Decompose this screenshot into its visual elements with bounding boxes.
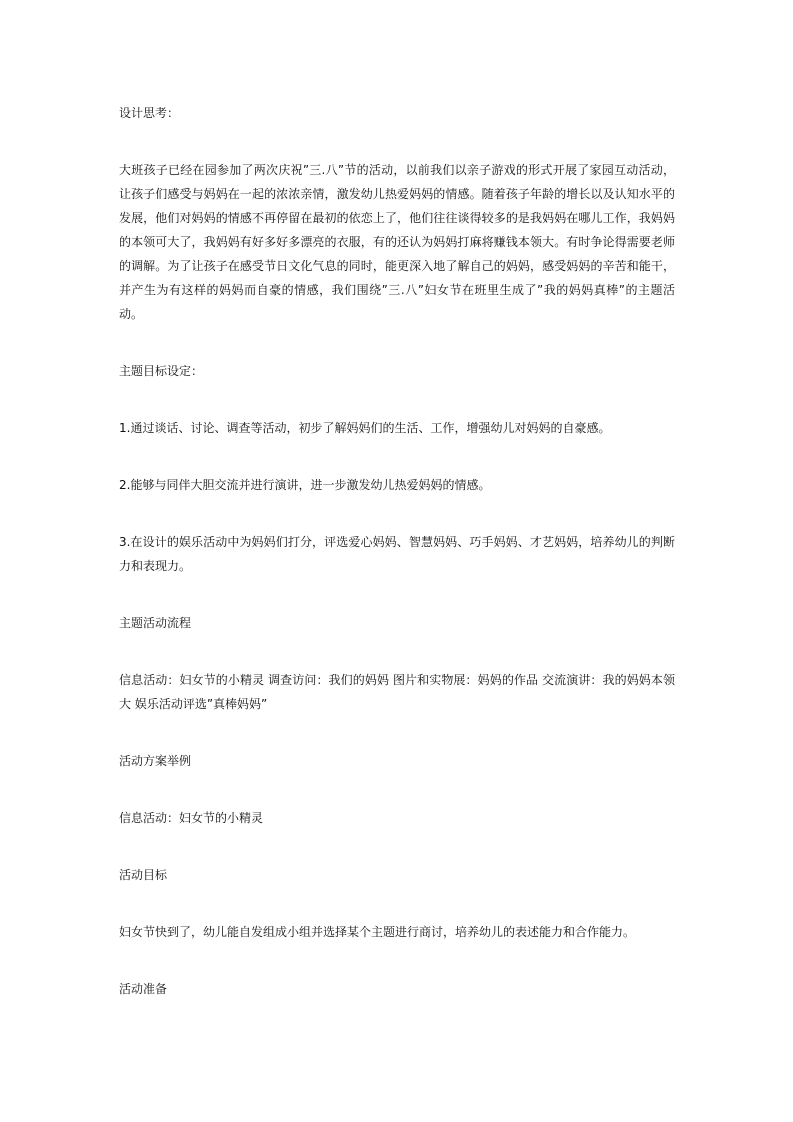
example-activity-title: 信息活动：妇女节的小精灵 — [119, 811, 264, 825]
activity-goals-paragraph: 妇女节快到了，幼儿能自发组成小组并选择某个主题进行商讨，培养幼儿的表述能力和合作能力。 — [119, 925, 636, 939]
section-heading-activity-goals: 活动目标 — [119, 868, 168, 882]
goal-item-3: 3.在设计的娱乐活动中为妈妈们打分，评选爱心妈妈、智慧妈妈、巧手妈妈、才艺妈妈，培养幼儿的判断力和表现力。 — [119, 535, 675, 573]
section-heading-plan-example: 活动方案举例 — [119, 754, 192, 768]
goal-item-2: 2.能够与同伴大胆交流并进行演讲，进一步激发幼儿热爱妈妈的情感。 — [119, 478, 491, 492]
goal-item-1: 1.通过谈话、讨论、调查等活动，初步了解妈妈们的生活、工作，增强幼儿对妈妈的自豪感。 — [119, 421, 611, 435]
section-heading-design-thinking: 设计思考： — [119, 106, 180, 120]
section-heading-activity-preparation: 活动准备 — [119, 982, 168, 996]
design-thinking-paragraph: 大班孩子已经在园参加了两次庆祝”三.八”节的活动，以前我们以亲子游戏的形式开展了家园互动活动，让孩子们感受与妈妈在一起的浓浓亲情，激发幼儿热爱妈妈的情感。随着孩子年龄的增长以及认知水平的发展，他们对妈妈的情感不再停留在最初的依恋上了，他们往往谈得较多的是我妈妈在哪儿工作，我妈妈的本领可大了，我妈妈有好多好多漂亮的衣服，有的还认为妈妈打麻将赚钱本领大。有时争论得需要老师的调解。为了让孩子在感受节日文化气息的同时，能更深入地了解自己的妈妈，感受妈妈的辛苦和能干，并产生为有这样的妈妈而自豪的情感，我们围绕”三.八”妇女节在班里生成了”我的妈妈真棒”的主题活动。 — [119, 163, 675, 321]
document-body — [119, 101, 675, 1001]
activity-flow-paragraph: 信息活动：妇女节的小精灵 调查访问：我们的妈妈 图片和实物展：妈妈的作品 交流演讲：我的妈妈本领大 娱乐活动评选”真棒妈妈” — [119, 673, 675, 711]
section-heading-theme-goals: 主题目标设定： — [119, 364, 204, 378]
section-heading-activity-flow: 主题活动流程 — [119, 616, 192, 630]
